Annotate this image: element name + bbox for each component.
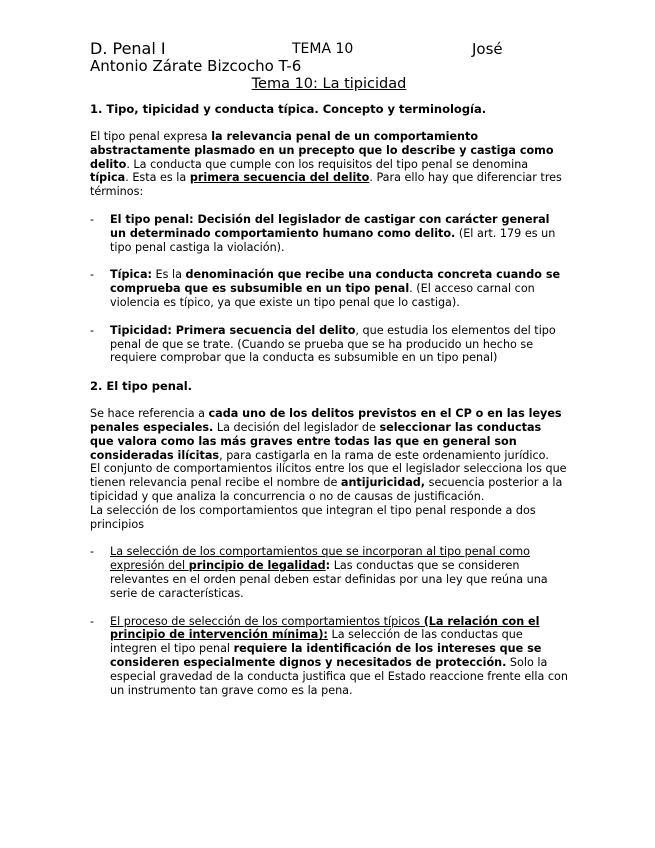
section-1-heading: 1. Tipo, tipicidad y conducta típica. Concepto y terminología. xyxy=(90,102,487,116)
list-item-tipica: - Típica: Es la denominación que recibe una conducta concreta cuando se comprueba que es subsumible en un tipo penal. (El acceso carnal con violencia es típico, ya que existe un tipo penal que lo castiga). xyxy=(90,268,561,309)
header-course: D. Penal I xyxy=(90,39,166,58)
header-author-rest: Antonio Zárate Bizcocho T-6 xyxy=(90,57,302,75)
list-item-legalidad: - La selección de los comportamientos que se incorporan al tipo penal como expresión del principio de legalidad: Las conductas que se consideren relevantes en el orden penal deben estar definidas por una ley que reúna una serie de características. xyxy=(90,545,548,600)
section-1-paragraph: El tipo penal expresa la relevancia penal de un comportamiento abstractamente plasmado en un precepto que lo describe y castiga como delito. La conducta que cumple con los requisitos del tipo penal se denomina típica. Esta es la primera secuencia del delito. Para ello hay que diferenciar tres términos: xyxy=(90,130,562,199)
section-2-paragraph-1: Se hace referencia a cada uno de los delitos previstos en el CP o en las leyes penales especiales. La decisión del legislador de seleccionar las conductas que valora como las más graves entre todas las que en general son consideradas ilícitas, para castigarla en la rama de este ordenamiento jurídico. xyxy=(90,407,562,462)
document-page xyxy=(90,40,568,697)
header-topic: TEMA 10 xyxy=(292,41,354,57)
document-title: Tema 10: La tipicidad xyxy=(251,76,407,92)
section-2-paragraph-3: La selección de los comportamientos que integran el tipo penal responde a dos principios xyxy=(90,503,536,531)
section-2-heading: 2. El tipo penal. xyxy=(90,379,193,394)
document-header xyxy=(90,40,568,74)
header-author-first: José xyxy=(472,40,503,58)
list-item-intervencion-minima: - El proceso de selección de los comportamientos típicos (La relación con el principio de intervención mínima): La selección de las conductas que integren el tipo penal requiere la identificación de los intereses que se consideren especialmente dignos y necesitados de protección. Solo la especial gravedad de la conducta justifica que el Estado reaccione frente ella con un instrumento tan grave como es la pena. xyxy=(90,614,568,697)
section-2-paragraph-2: El conjunto de comportamientos ilícitos entre los que el legislador selecciona los que tienen relevancia penal recibe el nombre de antijuricidad, secuencia posterior a la tipicidad y que analiza la concurrencia o no de causas de justificación. xyxy=(90,462,567,503)
list-item-tipo-penal: - El tipo penal: Decisión del legislador de castigar con carácter general un determinado comportamiento humano como delito. (El art. 179 es un tipo penal castiga la violación). xyxy=(90,212,556,254)
list-item-tipicidad: - Tipicidad: Primera secuencia del delito, que estudia los elementos del tipo penal de que se trate. (Cuando se prueba que se ha producido un hecho se requiere comprobar que la conducta es subsumible en un tipo penal) xyxy=(90,323,556,365)
